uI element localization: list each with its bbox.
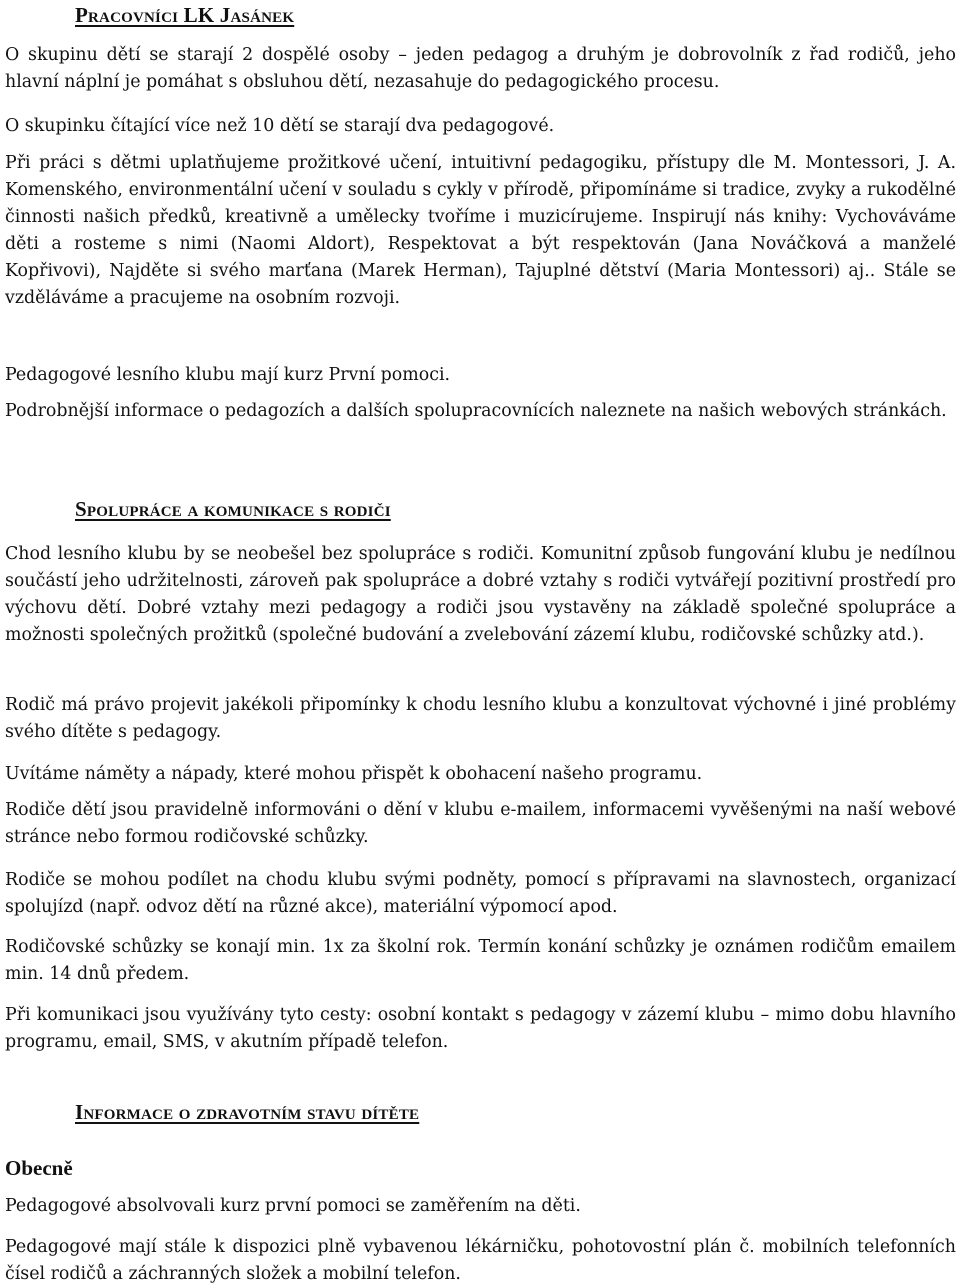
paragraph-staff-3: Při práci s dětmi uplatňujeme prožitkové učení, intuitivní pedagogiku, přístupy dle M. Montessori, J. A. Komenského, environmentální učení v souladu s cykly v přírodě, připomínáme si tradice, zvyky a rukodělné činnosti našich předků, kreativně a umělecky tvoříme i muzicírujeme. Inspirují nás knihy: Vychováváme děti a rosteme s nimi (Naomi Aldort), Respektovat a být respektován (Jana Nováčková a manželé Kopřivovi), Najděte si svého marťana (Marek Herman), Tajuplné dětství (Maria Montessori) aj.. Stále se vzděláváme a pracujeme na osobním rozvoji. [5, 153, 956, 308]
section-heading-health: Informace o zdravotním stavu dítěte [75, 1100, 420, 1124]
paragraph-parents-3: Uvítáme náměty a nápady, které mohou přispět k obohacení našeho programu. [5, 764, 703, 784]
paragraph-parents-6: Rodičovské schůzky se konají min. 1x za školní rok. Termín konání schůzky je oznámen rodičům emailem min. 14 dnů předem. [5, 937, 956, 984]
paragraph-health-1: Pedagogové absolvovali kurz první pomoci se zaměřením na děti. [5, 1196, 581, 1216]
section-heading-staff: Pracovníci LK Jasánek [75, 3, 295, 27]
paragraph-parents-1: Chod lesního klubu by se neobešel bez spolupráce s rodiči. Komunitní způsob fungování klubu je nedílnou součástí jeho udržitelnosti, zároveň pak spolupráce a dobré vztahy s rodiči vytvářejí pozitivní prostředí pro výchovu dětí. Dobré vztahy mezi pedagogy a rodiči jsou vystavěny na základě společné spolupráce a možnosti společných prožitků (společné budování a zvelebování zázemí klubu, rodičovské schůzky atd.). [5, 544, 956, 645]
paragraph-staff-2: O skupinku čítající více než 10 dětí se starají dva pedagogové. [5, 116, 555, 136]
paragraph-health-2: Pedagogové mají stále k dispozici plně vybavenou lékárničku, pohotovostní plán č. mobilních telefonních čísel rodičů a záchranných složek a mobilní telefon. [5, 1237, 956, 1284]
paragraph-parents-2: Rodič má právo projevit jakékoli připomínky k chodu lesního klubu a konzultovat výchovné i jiné problémy svého dítěte s pedagogy. [5, 695, 956, 742]
paragraph-parents-5: Rodiče se mohou podílet na chodu klubu svými podněty, pomocí s přípravami na slavnostech, organizací spolujízd (např. odvoz dětí na různé akce), materiální výpomocí apod. [5, 870, 956, 917]
paragraph-staff-1: O skupinu dětí se starají 2 dospělé osoby – jeden pedagog a druhým je dobrovolník z řad rodičů, jeho hlavní náplní je pomáhat s obsluhou dětí, nezasahuje do pedagogického procesu. [5, 45, 956, 92]
paragraph-staff-5: Podrobnější informace o pedagozích a dalších spolupracovnících naleznete na našich webových stránkách. [5, 401, 947, 421]
paragraph-parents-7: Při komunikaci jsou využívány tyto cesty: osobní kontakt s pedagogy v zázemí klubu – mimo dobu hlavního programu, email, SMS, v akutním případě telefon. [5, 1005, 956, 1052]
paragraph-parents-4: Rodiče dětí jsou pravidelně informováni o dění v klubu e-mailem, informacemi vyvěšenými na naší webové stránce nebo formou rodičovské schůzky. [5, 800, 956, 847]
subheading-general: Obecně [5, 1156, 73, 1180]
section-heading-parents: Spolupráce a komunikace s rodiči [75, 497, 391, 521]
paragraph-staff-4: Pedagogové lesního klubu mají kurz První pomoci. [5, 365, 451, 385]
